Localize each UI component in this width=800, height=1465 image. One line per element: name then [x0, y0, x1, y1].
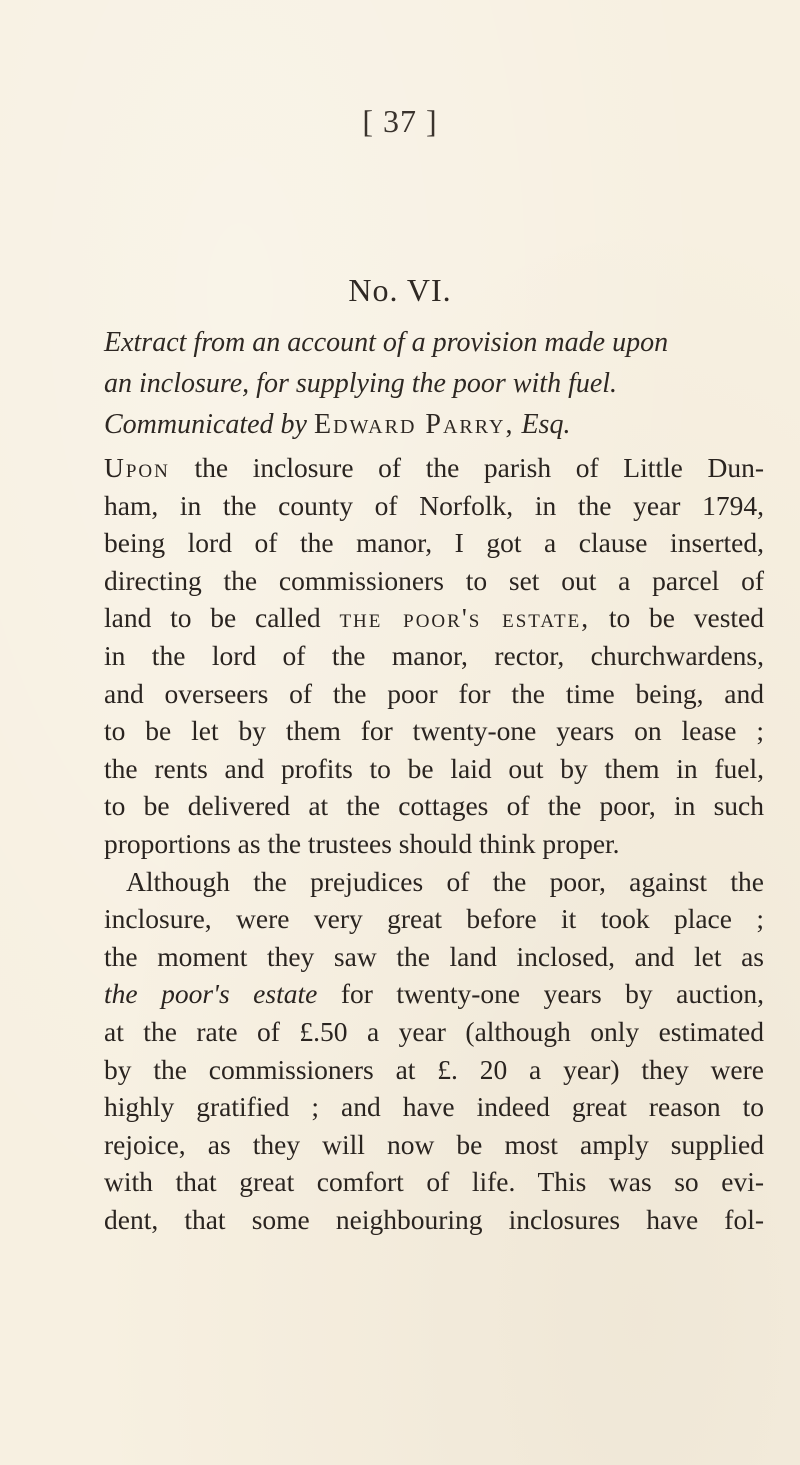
body-line: highly gratified ; and have indeed great reason to [104, 1091, 764, 1123]
body-line: with that great comfort of life. This was so evi- [104, 1166, 764, 1198]
title-author-name: Edward Parry, [313, 409, 515, 440]
body-line: inclosure, were very great before it took place ; [104, 903, 764, 935]
body-line: the rents and profits to be laid out by them in fuel, [104, 752, 764, 784]
body-line-15-rest: for twenty-one years by auction, [317, 978, 764, 1010]
title-author-suffix: Esq. [514, 409, 571, 440]
title-line-1: Extract from an account of a provision made upon [104, 327, 669, 358]
section-number: No. VI. [348, 272, 452, 308]
title-line-2: an inclosure, for supplying the poor with fuel. [104, 368, 618, 399]
body-line: in the lord of the manor, rector, churchwardens, [104, 639, 764, 671]
body-line: proportions as the trustees should think proper. [104, 827, 620, 859]
body-line: the moment they saw the land inclosed, and let as [104, 940, 764, 972]
section-title [104, 322, 764, 445]
body-line: by the commissioners at £. 20 a year) they were [104, 1053, 764, 1085]
poors-estate-italic: the poor's estate [104, 978, 318, 1010]
body-line [104, 599, 764, 637]
body-line: to be delivered at the cottages of the poor, in such [104, 790, 764, 822]
body-line: being lord of the manor, I got a clause inserted, [104, 527, 764, 559]
body-line [104, 449, 764, 487]
poors-estate-smallcaps: the poor's estate, [339, 602, 591, 634]
body-line-1-rest: the inclosure of the parish of Little Dun- [169, 452, 764, 483]
title-line-3 [104, 404, 764, 445]
body-line: to be let by them for twenty-one years on lease ; [104, 715, 764, 747]
body-line-5-b: to be vested [590, 602, 764, 634]
body-line: rejoice, as they will now be most amply supplied [104, 1128, 764, 1160]
body-line: dent, that some neighbouring inclosures have fol- [104, 1203, 764, 1235]
body-lead-word: Upon [104, 452, 170, 483]
body-text [104, 449, 764, 1238]
body-line: and overseers of the poor for the time being, and [104, 677, 764, 709]
body-line: Although the prejudices of the poor, against the [126, 865, 764, 897]
title-communicated-by: Communicated by [104, 409, 314, 440]
body-line: directing the commissioners to set out a parcel of [104, 564, 764, 596]
body-line-5-a: land to be called [104, 602, 340, 634]
body-line: at the rate of £.50 a year (although only estimated [104, 1015, 764, 1047]
body-line [104, 975, 764, 1013]
body-line: ham, in the county of Norfolk, in the year 1794, [104, 489, 764, 521]
page-number: [ 37 ] [362, 103, 438, 139]
